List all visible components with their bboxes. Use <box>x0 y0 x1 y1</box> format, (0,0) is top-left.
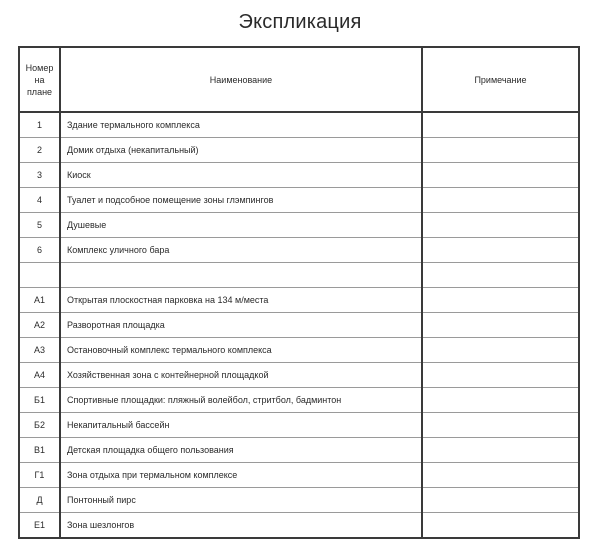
table-row <box>20 387 578 412</box>
cell-note <box>422 112 578 137</box>
table-row <box>20 512 578 537</box>
cell-number: Г1 <box>20 462 60 487</box>
cell-name: Понтонный пирс <box>60 487 422 512</box>
column-header-number-line-3: плане <box>26 86 53 97</box>
cell-note <box>422 412 578 437</box>
cell-number: Д <box>20 487 60 512</box>
table-body <box>20 112 578 537</box>
column-header-note: Примечание <box>422 48 578 112</box>
cell-note <box>422 462 578 487</box>
cell-name <box>60 262 422 287</box>
cell-note <box>422 162 578 187</box>
cell-number: Б2 <box>20 412 60 437</box>
cell-number: А2 <box>20 312 60 337</box>
cell-note <box>422 337 578 362</box>
cell-number: 6 <box>20 237 60 262</box>
table-spacer-row <box>20 262 578 287</box>
cell-name: Некапитальный бассейн <box>60 412 422 437</box>
cell-number: А3 <box>20 337 60 362</box>
cell-number: А4 <box>20 362 60 387</box>
cell-number: 1 <box>20 112 60 137</box>
table-header <box>20 48 578 112</box>
cell-name: Зона шезлонгов <box>60 512 422 537</box>
table-row <box>20 362 578 387</box>
cell-note <box>422 187 578 212</box>
table-row <box>20 212 578 237</box>
explication-table <box>20 48 578 537</box>
cell-note <box>422 512 578 537</box>
cell-number <box>20 262 60 287</box>
cell-name: Спортивные площадки: пляжный волейбол, стритбол, бадминтон <box>60 387 422 412</box>
cell-note <box>422 437 578 462</box>
table-row <box>20 137 578 162</box>
table-row <box>20 487 578 512</box>
cell-number: 3 <box>20 162 60 187</box>
cell-name: Остановочный комплекс термального комплекса <box>60 337 422 362</box>
cell-number: В1 <box>20 437 60 462</box>
cell-number: 4 <box>20 187 60 212</box>
table-row <box>20 112 578 137</box>
column-header-number-line-1: Номер <box>25 62 54 73</box>
cell-name: Туалет и подсобное помещение зоны глэмпингов <box>60 187 422 212</box>
column-header-number-line-2: на <box>34 74 45 85</box>
cell-name: Детская площадка общего пользования <box>60 437 422 462</box>
cell-note <box>422 287 578 312</box>
cell-name: Хозяйственная зона с контейнерной площадкой <box>60 362 422 387</box>
cell-number: 2 <box>20 137 60 162</box>
cell-number: 5 <box>20 212 60 237</box>
cell-name: Домик отдыха (некапитальный) <box>60 137 422 162</box>
cell-name: Киоск <box>60 162 422 187</box>
table-row <box>20 187 578 212</box>
cell-number: А1 <box>20 287 60 312</box>
table-row <box>20 237 578 262</box>
cell-note <box>422 262 578 287</box>
cell-name: Душевые <box>60 212 422 237</box>
table-row <box>20 312 578 337</box>
table-row <box>20 287 578 312</box>
table-row <box>20 412 578 437</box>
cell-note <box>422 387 578 412</box>
table-row <box>20 337 578 362</box>
cell-number: Б1 <box>20 387 60 412</box>
cell-number: Е1 <box>20 512 60 537</box>
table-row <box>20 437 578 462</box>
explication-table-frame <box>18 46 580 539</box>
table-header-row <box>20 48 578 112</box>
cell-note <box>422 137 578 162</box>
cell-note <box>422 312 578 337</box>
cell-name: Здание термального комплекса <box>60 112 422 137</box>
column-header-number <box>20 48 60 112</box>
cell-note <box>422 237 578 262</box>
column-header-name: Наименование <box>60 48 422 112</box>
page-title: Экспликация <box>238 11 362 33</box>
cell-note <box>422 212 578 237</box>
cell-name: Зона отдыха при термальном комплексе <box>60 462 422 487</box>
table-row <box>20 162 578 187</box>
cell-name: Комплекс уличного бара <box>60 237 422 262</box>
cell-note <box>422 362 578 387</box>
cell-note <box>422 487 578 512</box>
table-row <box>20 462 578 487</box>
cell-name: Открытая плоскостная парковка на 134 м/места <box>60 287 422 312</box>
cell-name: Разворотная площадка <box>60 312 422 337</box>
